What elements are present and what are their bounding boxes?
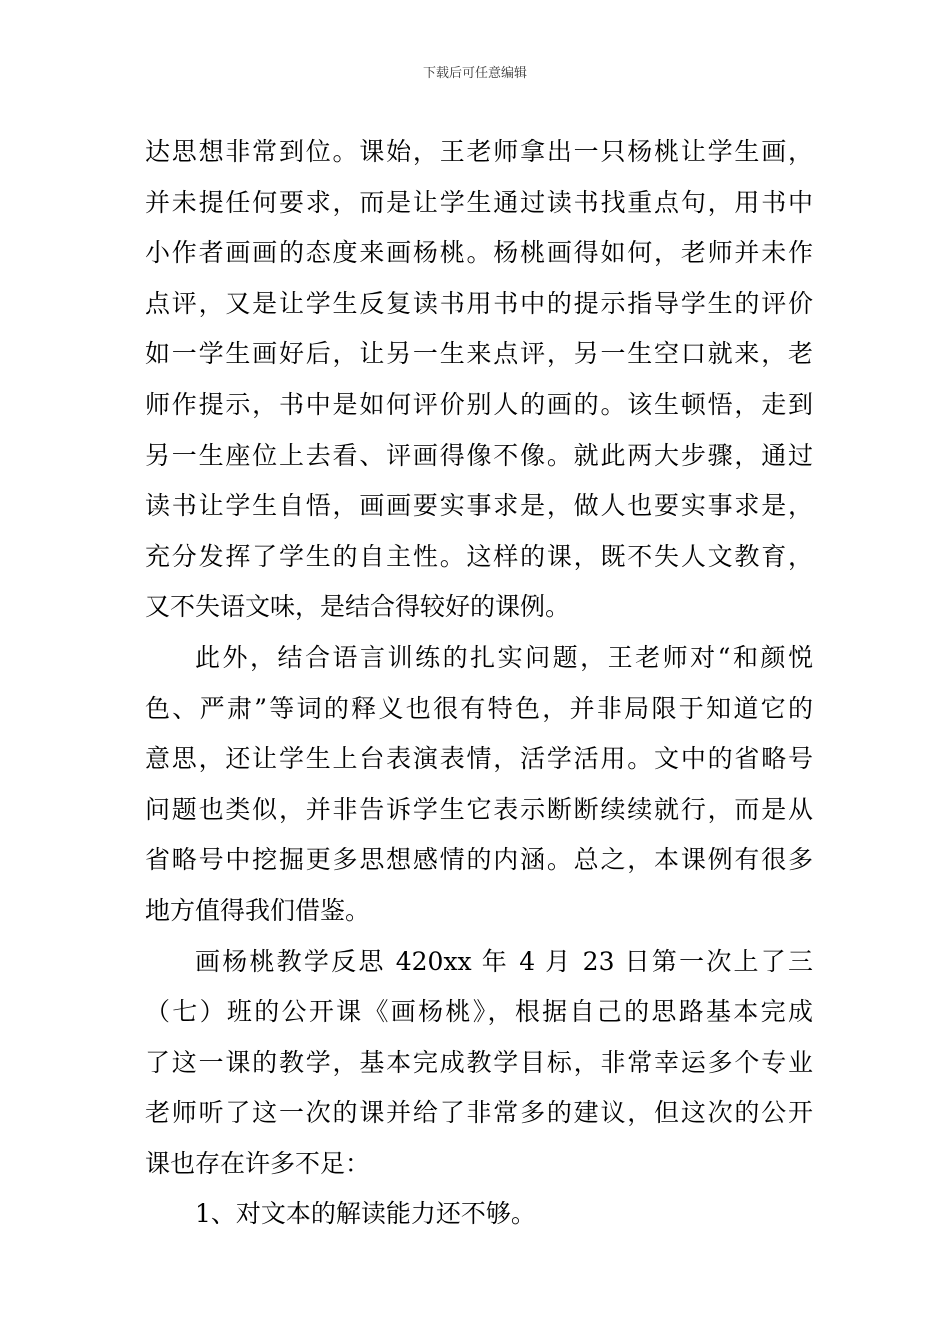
text-line: 又不失语文味，是结合得较好的课例。	[145, 592, 571, 622]
text-line: 并未提任何要求，而是让学生通过读书找重点句，用书中	[145, 187, 813, 217]
text-line: 如一学生画好后，让另一生来点评，另一生空口就来，老	[145, 339, 813, 369]
text-line: 意思，还让学生上台表演表情，活学活用。文中的省略号	[145, 744, 813, 774]
text-line: 地方值得我们借鉴。	[145, 895, 371, 925]
text-line: 此外，结合语言训练的扎实问题，王老师对“和颜悦	[195, 642, 813, 672]
text-line: 省略号中挖掘更多思想感情的内涵。总之，本课例有很多	[145, 845, 813, 875]
text-line: 另一生座位上去看、评画得像不像。就此两大步骤，通过	[145, 440, 813, 470]
paragraph-2	[145, 633, 813, 937]
text-line: 1、对文本的解读能力还不够。	[195, 1199, 536, 1229]
text-line: 课也存在许多不足：	[145, 1148, 371, 1178]
text-line: 画杨桃教学反思 420xx 年 4 月 23 日第一次上了三	[195, 946, 813, 976]
text-line: 老师听了这一次的课并给了非常多的建议，但这次的公开	[145, 1098, 813, 1128]
paragraph-1	[145, 127, 813, 633]
text-line: 了这一课的教学，基本完成教学目标，非常幸运多个专业	[145, 1047, 813, 1077]
text-line: （七）班的公开课《画杨桃》，根据自己的思路基本完成	[145, 997, 813, 1027]
text-line: 色、严肃”等词的释义也很有特色，并非局限于知道它的	[145, 693, 813, 723]
document-body	[145, 127, 813, 1240]
paragraph-3	[145, 937, 813, 1190]
text-line: 达思想非常到位。课始，王老师拿出一只杨桃让学生画，	[145, 137, 813, 166]
text-line: 问题也类似，并非告诉学生它表示断断续续就行，而是从	[145, 794, 813, 824]
text-line: 师作提示，书中是如何评价别人的画的。该生顿悟，走到	[145, 389, 813, 419]
page-header: 下载后可任意编辑	[422, 66, 527, 81]
text-line: 充分发挥了学生的自主性。这样的课，既不失人文教育，	[145, 541, 813, 571]
text-line: 读书让学生自悟，画画要实事求是，做人也要实事求是，	[145, 491, 813, 521]
text-line: 点评，又是让学生反复读书用书中的提示指导学生的评价	[145, 288, 813, 318]
paragraph-4	[145, 1189, 813, 1240]
text-line: 小作者画画的态度来画杨桃。杨桃画得如何，老师并未作	[145, 238, 813, 268]
